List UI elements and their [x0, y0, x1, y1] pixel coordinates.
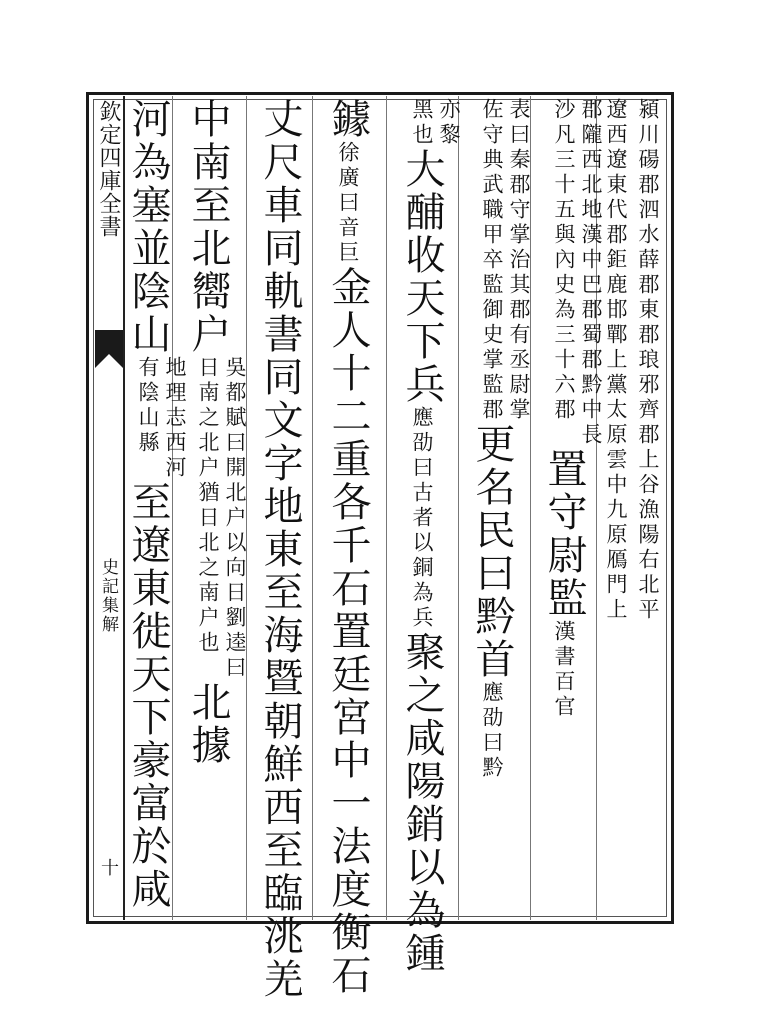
annotation-text: 漢書百官 [552, 620, 576, 720]
annotation-pair [194, 356, 248, 681]
text-column-5 [394, 98, 462, 975]
main-text: 北據 [185, 681, 231, 767]
annotation-text: 潁川碭郡泗水薛郡東郡琅邪齊郡上谷漁陽右北平 [636, 98, 660, 623]
main-text: 更名民曰黔首 [469, 423, 515, 681]
annotation-line: 黑也 [410, 98, 434, 148]
book-title: 史記集解 [98, 558, 118, 634]
annotation-pair [478, 98, 532, 423]
text-column-4 [464, 98, 532, 916]
annotation-line: 有陰山縣 [136, 356, 160, 456]
annotation-line: 佐守典武職甲卒監御史掌監郡 [480, 98, 504, 423]
annotation-pair [550, 98, 604, 448]
main-text: 中南至北嚮户 [185, 98, 231, 356]
text-column-6 [320, 98, 376, 997]
main-text: 鐻 [325, 98, 371, 141]
annotation-pair [408, 98, 462, 148]
main-text: 金人十二重各千石置廷宮中一法度衡石 [325, 266, 371, 997]
annotation-line: 地理志西河 [163, 356, 187, 481]
fishtail-mark-icon [95, 330, 123, 368]
main-text: 聚之咸陽銷以為鍾 [399, 631, 445, 975]
collection-title: 欽定四庫全書 [96, 100, 121, 238]
main-text: 河為塞並陰山 [125, 98, 171, 356]
annotation-pair [134, 356, 188, 481]
annotation-line: 日南之北户猶日北之南户也 [196, 356, 220, 656]
main-text: 大酺收天下兵 [399, 148, 445, 406]
text-column-3 [536, 98, 604, 916]
annotation-line: 沙凡三十五與內史為三十六郡 [552, 98, 576, 423]
annotation-line: 郡隴西北地漢中巴郡蜀郡黔中長 [579, 98, 603, 448]
annotation-line: 亦黎 [437, 98, 461, 148]
column-rule [312, 96, 313, 920]
text-column-1 [634, 98, 661, 916]
text-column-2 [602, 98, 629, 916]
text-column-9 [120, 98, 188, 916]
page-number: 十 [98, 858, 119, 876]
annotation-line: 吳都賦曰開北户以向日劉逵曰 [223, 356, 247, 681]
annotation-text: 應劭曰黔 [480, 681, 504, 781]
column-rule [386, 96, 387, 920]
main-text: 置守尉監 [541, 448, 587, 620]
annotation-text: 徐廣曰音巨 [336, 141, 360, 266]
annotation-text: 應劭曰古者以銅為兵 [410, 406, 434, 631]
text-column-8 [180, 98, 248, 916]
annotation-text: 遼西遼東代郡鉅鹿邯鄲上黨太原雲中九原鴈門上 [604, 98, 628, 623]
main-text: 至遼東徙天下豪富於咸 [125, 481, 171, 911]
main-text: 丈尺車同軌書同文字地東至海暨朝鮮西至臨洮羌 [257, 98, 303, 1001]
annotation-line: 表曰秦郡守掌治其郡有丞尉掌 [507, 98, 531, 423]
text-column-7 [252, 98, 308, 1001]
